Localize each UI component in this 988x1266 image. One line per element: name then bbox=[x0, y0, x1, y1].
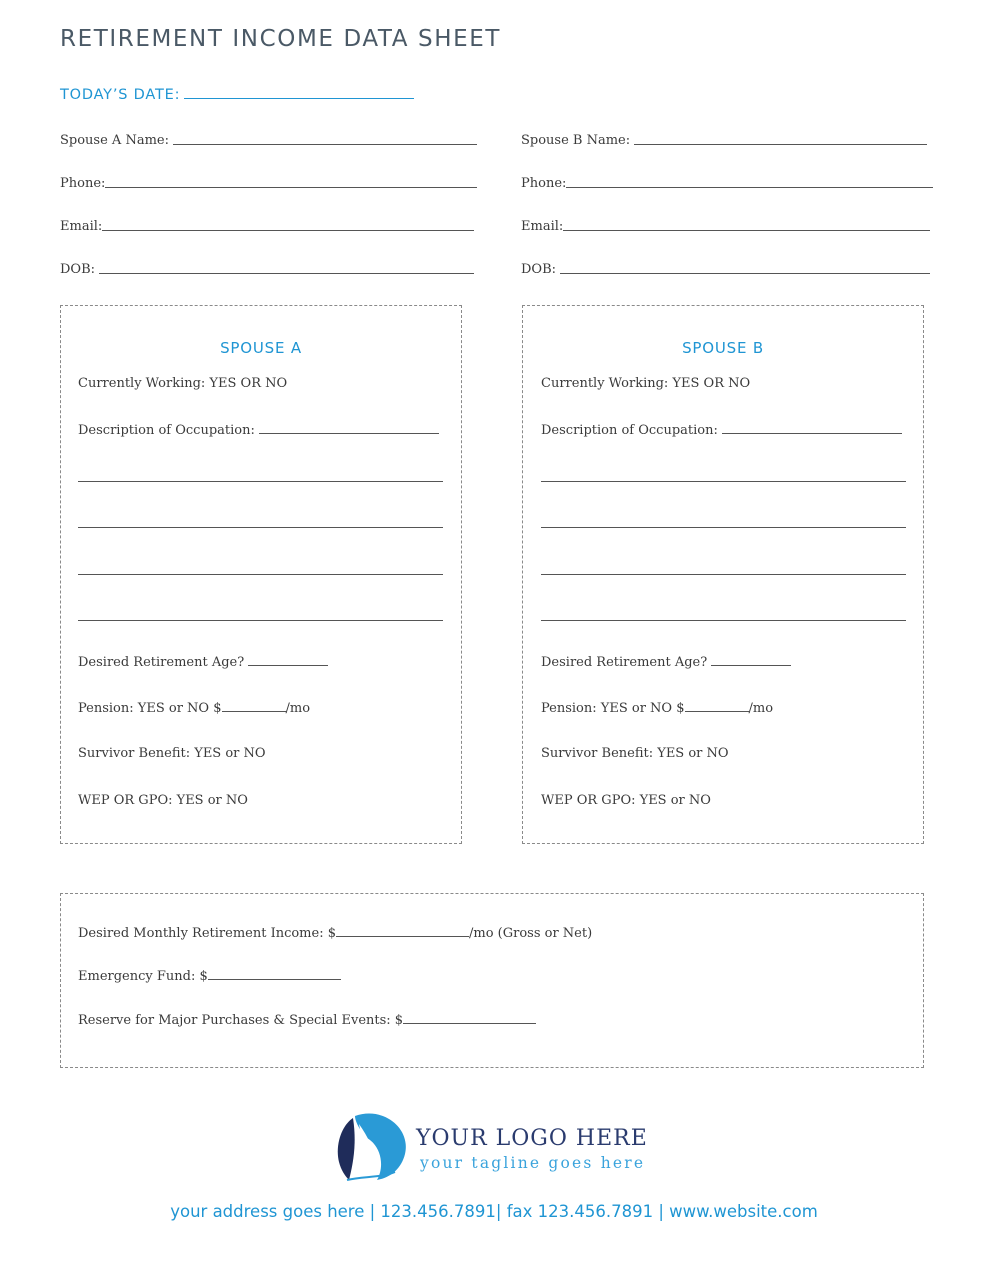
logo-name: YOUR LOGO HERE bbox=[416, 1126, 648, 1151]
spouse-b-occupation-line-2[interactable] bbox=[541, 481, 906, 482]
spouse-a-pension-line[interactable] bbox=[222, 700, 286, 712]
monthly-income-line[interactable] bbox=[336, 925, 469, 937]
spouse-b-retirement-age-line[interactable] bbox=[711, 654, 791, 666]
spouse-a-box bbox=[60, 305, 462, 844]
spouse-a-email-label: Email: bbox=[60, 219, 103, 234]
monthly-income-label: Desired Monthly Retirement Income: $ bbox=[78, 926, 336, 941]
spouse-b-occupation-line-5[interactable] bbox=[541, 620, 906, 621]
spouse-a-survivor-benefit[interactable]: Survivor Benefit: YES or NO bbox=[78, 746, 266, 761]
household-box bbox=[60, 893, 924, 1068]
spouse-a-currently-working[interactable]: Currently Working: YES OR NO bbox=[78, 376, 288, 391]
spouse-a-occupation-line-4[interactable] bbox=[78, 574, 443, 575]
spouse-a-dob-line[interactable] bbox=[99, 273, 474, 274]
spouse-a-heading: SPOUSE A bbox=[220, 339, 302, 357]
spouse-b-currently-working[interactable]: Currently Working: YES OR NO bbox=[541, 376, 751, 391]
todays-date-field[interactable] bbox=[60, 86, 414, 103]
reserve-label: Reserve for Major Purchases & Special Events: $ bbox=[78, 1013, 404, 1028]
reserve-field[interactable] bbox=[78, 1012, 536, 1028]
todays-date-label: TODAY’S DATE: bbox=[60, 87, 181, 103]
spouse-b-phone-field[interactable] bbox=[521, 173, 933, 191]
spouse-a-dob-field[interactable] bbox=[60, 259, 474, 277]
spouse-b-pension-suffix: /mo bbox=[748, 701, 774, 716]
spouse-a-occupation-line-3[interactable] bbox=[78, 527, 443, 528]
spouse-b-occupation-label: Description of Occupation: bbox=[541, 423, 718, 438]
todays-date-line[interactable] bbox=[184, 86, 414, 99]
spouse-a-occupation-line-5[interactable] bbox=[78, 620, 443, 621]
spouse-a-occupation-field[interactable] bbox=[78, 422, 439, 438]
spouse-a-occupation-line[interactable] bbox=[259, 422, 439, 434]
spouse-a-pension-suffix: /mo bbox=[285, 701, 311, 716]
spouse-b-occupation-line-3[interactable] bbox=[541, 527, 906, 528]
spouse-b-heading: SPOUSE B bbox=[682, 339, 764, 357]
spouse-b-pension-line[interactable] bbox=[685, 700, 749, 712]
spouse-b-pension-label: Pension: YES or NO $ bbox=[541, 701, 685, 716]
spouse-a-phone-line[interactable] bbox=[105, 187, 477, 188]
spouse-a-name-field[interactable] bbox=[60, 130, 477, 148]
spouse-b-survivor-benefit[interactable]: Survivor Benefit: YES or NO bbox=[541, 746, 729, 761]
spouse-a-email-field[interactable] bbox=[60, 216, 474, 234]
spouse-b-retirement-age-field[interactable] bbox=[541, 654, 791, 670]
monthly-income-suffix: /mo (Gross or Net) bbox=[469, 926, 593, 941]
spouse-b-phone-label: Phone: bbox=[521, 176, 567, 191]
spouse-a-phone-field[interactable] bbox=[60, 173, 477, 191]
spouse-a-email-line[interactable] bbox=[102, 230, 474, 231]
emergency-fund-label: Emergency Fund: $ bbox=[78, 969, 208, 984]
spouse-b-pension-field[interactable] bbox=[541, 700, 773, 716]
spouse-b-name-field[interactable] bbox=[521, 130, 927, 148]
spouse-a-dob-label: DOB: bbox=[60, 262, 96, 277]
spouse-b-dob-field[interactable] bbox=[521, 259, 930, 277]
spouse-b-dob-label: DOB: bbox=[521, 262, 557, 277]
spouse-a-name-line[interactable] bbox=[173, 144, 477, 145]
spouse-b-occupation-field[interactable] bbox=[541, 422, 902, 438]
sail-logo-icon bbox=[333, 1110, 409, 1184]
spouse-a-pension-field[interactable] bbox=[78, 700, 310, 716]
spouse-b-dob-line[interactable] bbox=[560, 273, 930, 274]
spouse-a-occupation-label: Description of Occupation: bbox=[78, 423, 255, 438]
spouse-b-email-line[interactable] bbox=[563, 230, 930, 231]
spouse-b-occupation-line-4[interactable] bbox=[541, 574, 906, 575]
spouse-b-retirement-age-label: Desired Retirement Age? bbox=[541, 655, 708, 670]
spouse-b-wep-gpo[interactable]: WEP OR GPO: YES or NO bbox=[541, 793, 711, 808]
spouse-a-retirement-age-label: Desired Retirement Age? bbox=[78, 655, 245, 670]
footer-contact: your address goes here | 123.456.7891| fax 123.456.7891 | www.website.com bbox=[170, 1202, 818, 1221]
spouse-a-retirement-age-field[interactable] bbox=[78, 654, 328, 670]
logo-tagline: your tagline goes here bbox=[420, 1154, 646, 1172]
spouse-b-box bbox=[522, 305, 924, 844]
emergency-fund-line[interactable] bbox=[208, 968, 341, 980]
spouse-b-name-label: Spouse B Name: bbox=[521, 133, 631, 148]
spouse-a-pension-label: Pension: YES or NO $ bbox=[78, 701, 222, 716]
spouse-a-occupation-line-2[interactable] bbox=[78, 481, 443, 482]
emergency-fund-field[interactable] bbox=[78, 968, 341, 984]
spouse-a-retirement-age-line[interactable] bbox=[248, 654, 328, 666]
spouse-a-wep-gpo[interactable]: WEP OR GPO: YES or NO bbox=[78, 793, 248, 808]
spouse-b-phone-line[interactable] bbox=[566, 187, 933, 188]
reserve-line[interactable] bbox=[403, 1012, 536, 1024]
page-title: RETIREMENT INCOME DATA SHEET bbox=[60, 26, 502, 52]
monthly-income-field[interactable] bbox=[78, 925, 592, 941]
spouse-b-occupation-line[interactable] bbox=[722, 422, 902, 434]
spouse-b-email-field[interactable] bbox=[521, 216, 930, 234]
spouse-b-email-label: Email: bbox=[521, 219, 564, 234]
spouse-b-name-line[interactable] bbox=[634, 144, 927, 145]
spouse-a-phone-label: Phone: bbox=[60, 176, 106, 191]
spouse-a-name-label: Spouse A Name: bbox=[60, 133, 169, 148]
